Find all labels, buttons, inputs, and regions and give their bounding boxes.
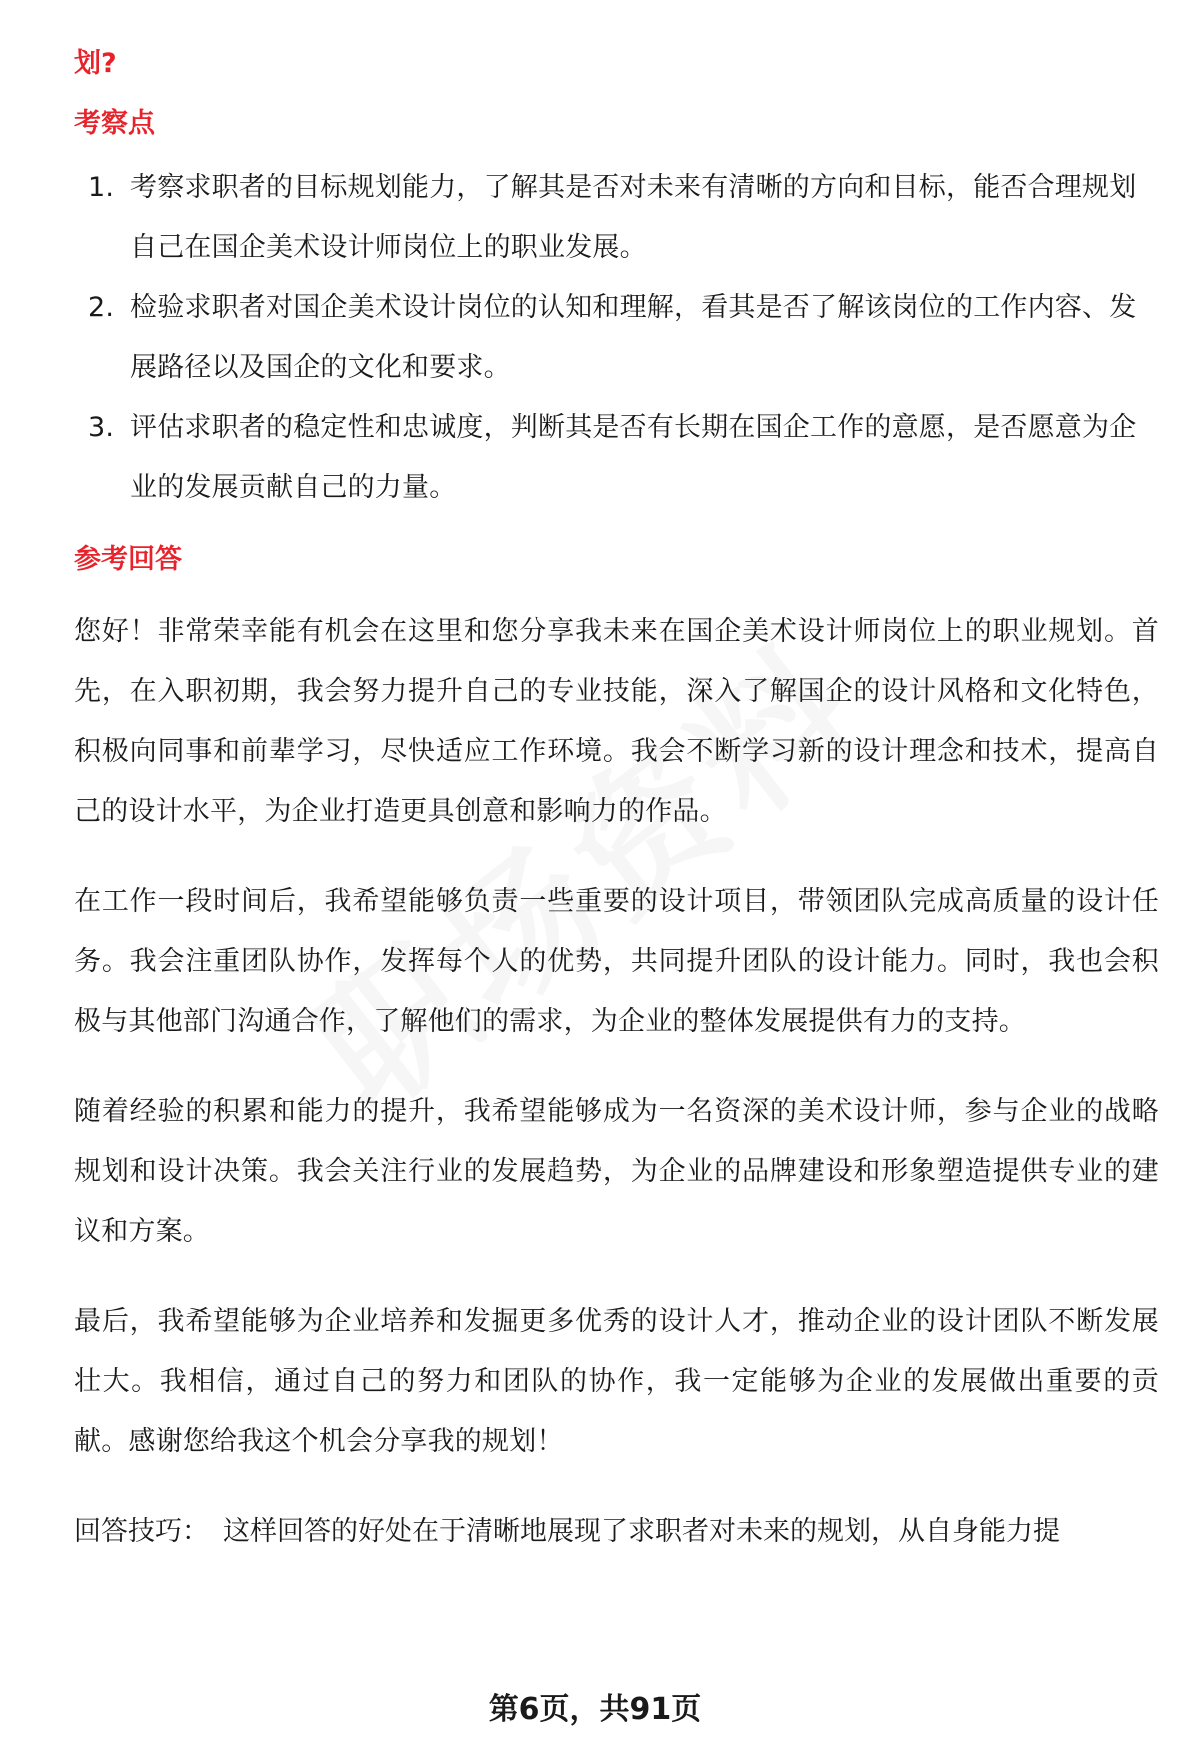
list-item [74,158,1159,278]
list-item-text: 考察求职者的目标规划能力，了解其是否对未来有清晰的方向和目标，能否合理规划自己在国企美术设计师岗位上的职业发展。 [130,172,1137,263]
answer-tip-text: 这样回答的好处在于清晰地展现了求职者对未来的规划，从自身能力提 [223,1516,1060,1547]
answer-paragraph: 最后，我希望能够为企业培养和发掘更多优秀的设计人才，推动企业的设计团队不断发展壮大。我相信，通过自己的努力和团队的协作，我一定能够为企业的发展做出重要的贡献。感谢您给我这个机会分享我的规划！ [74,1306,1159,1457]
section-title-reference-answer: 参考回答 [74,544,182,575]
answer-paragraph: 随着经验的积累和能力的提升，我希望能够成为一名资深的美术设计师，参与企业的战略规划和设计决策。我会关注行业的发展趋势，为企业的品牌建设和形象塑造提供专业的建议和方案。 [74,1096,1159,1247]
list-item-number: 1. [88,172,115,203]
list-item-number: 2. [88,292,115,323]
section-title-assessment: 考察点 [74,108,155,139]
list-item [74,278,1159,398]
assessment-points-list [74,158,1159,518]
continued-heading: 划? [74,48,117,79]
answer-paragraph: 在工作一段时间后，我希望能够负责一些重要的设计项目，带领团队完成高质量的设计任务。我会注重团队协作，发挥每个人的优势，共同提升团队的设计能力。同时，我也会积极与其他部门沟通合作，了解他们的需求，为企业的整体发展提供有力的支持。 [74,886,1159,1037]
list-item-text: 检验求职者对国企美术设计岗位的认知和理解，看其是否了解该岗位的工作内容、发展路径以及国企的文化和要求。 [130,292,1137,383]
page-content [74,44,1159,1562]
list-item-number: 3. [88,412,115,443]
answer-paragraph: 您好！非常荣幸能有机会在这里和您分享我未来在国企美术设计师岗位上的职业规划。首先，在入职初期，我会努力提升自己的专业技能，深入了解国企的设计风格和文化特色，积极向同事和前辈学习，尽快适应工作环境。我会不断学习新的设计理念和技术，提高自己的设计水平，为企业打造更具创意和影响力的作品。 [74,616,1159,827]
page-indicator: 第6页，共91页 [488,1692,702,1727]
answer-tip-label: 回答技巧： [74,1516,209,1547]
answer-tip [74,1502,1159,1562]
list-item-text: 评估求职者的稳定性和忠诚度，判断其是否有长期在国企工作的意愿，是否愿意为企业的发展贡献自己的力量。 [130,412,1137,503]
list-item [74,398,1159,518]
